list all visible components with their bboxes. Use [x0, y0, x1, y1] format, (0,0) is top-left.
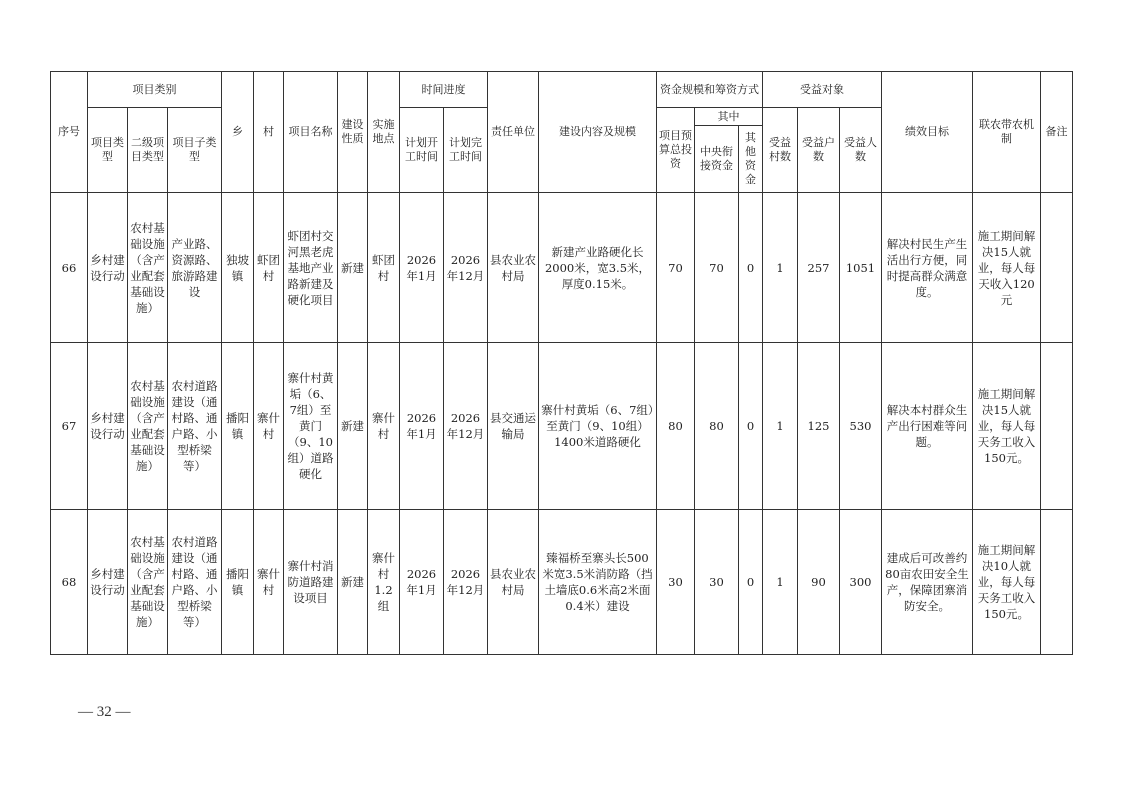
cell-sub-type: 产业路、资源路、旅游路建设	[168, 193, 222, 343]
cell-village: 虾团村	[254, 193, 284, 343]
cell-project-type: 乡村建设行动	[88, 193, 128, 343]
table-row	[51, 193, 1073, 343]
cell-performance: 建成后可改善约80亩农田安全生产，保障团寨消防安全。	[882, 510, 973, 655]
cell-nature: 新建	[338, 510, 368, 655]
cell-secondary-type: 农村基础设施（含产业配套基础设施）	[128, 193, 168, 343]
page-number: — 32 —	[78, 704, 131, 720]
cell-sub-type: 农村道路建设（通村路、通户路、小型桥梁等）	[168, 343, 222, 510]
header-town: 乡	[222, 72, 254, 193]
cell-content: 新建产业路硬化长2000米，宽3.5米，厚度0.15米。	[539, 193, 657, 343]
cell-people: 1051	[840, 193, 882, 343]
cell-plan-end: 2026年12月	[444, 193, 488, 343]
cell-responsible: 县农业农村局	[488, 510, 539, 655]
header-project-type: 项目类型	[88, 108, 128, 193]
header-project-name: 项目名称	[284, 72, 338, 193]
cell-seq: 68	[51, 510, 88, 655]
cell-project-name: 寨什村黄垢（6、7组）至黄门（9、10组）道路硬化	[284, 343, 338, 510]
cell-remarks	[1041, 193, 1073, 343]
cell-total-investment: 70	[657, 193, 695, 343]
header-other-fund: 其他资金	[739, 126, 763, 193]
header-villages: 受益村数	[763, 108, 798, 193]
table-row	[51, 343, 1073, 510]
cell-linkage: 施工期间解决15人就业，每人每天收入120元	[973, 193, 1041, 343]
cell-plan-start: 2026年1月	[400, 510, 444, 655]
cell-remarks	[1041, 510, 1073, 655]
header-location: 实施地点	[368, 72, 400, 193]
cell-people: 300	[840, 510, 882, 655]
header-plan-start: 计划开工时间	[400, 108, 444, 193]
cell-villages: 1	[763, 510, 798, 655]
cell-people: 530	[840, 343, 882, 510]
table-header	[51, 72, 1073, 193]
cell-plan-start: 2026年1月	[400, 343, 444, 510]
cell-responsible: 县交通运输局	[488, 343, 539, 510]
header-performance: 绩效目标	[882, 72, 973, 193]
cell-content: 寨什村黄垢（6、7组）至黄门（9、10组）1400米道路硬化	[539, 343, 657, 510]
cell-linkage: 施工期间解决10人就业，每人每天务工收入150元。	[973, 510, 1041, 655]
cell-remarks	[1041, 343, 1073, 510]
header-fund-group: 资金规模和筹资方式	[657, 72, 763, 108]
cell-secondary-type: 农村基础设施（含产业配套基础设施）	[128, 510, 168, 655]
cell-households: 257	[798, 193, 840, 343]
cell-location: 虾团村	[368, 193, 400, 343]
project-table	[50, 71, 1073, 655]
header-category-group: 项目类别	[88, 72, 222, 108]
cell-total-investment: 30	[657, 510, 695, 655]
header-people: 受益人数	[840, 108, 882, 193]
header-beneficiary-group: 受益对象	[763, 72, 882, 108]
cell-town: 播阳镇	[222, 510, 254, 655]
cell-linkage: 施工期间解决15人就业，每人每天务工收入150元。	[973, 343, 1041, 510]
cell-central-fund: 30	[695, 510, 739, 655]
cell-total-investment: 80	[657, 343, 695, 510]
cell-plan-start: 2026年1月	[400, 193, 444, 343]
header-secondary-type: 二级项目类型	[128, 108, 168, 193]
cell-other-fund: 0	[739, 343, 763, 510]
cell-villages: 1	[763, 193, 798, 343]
cell-project-type: 乡村建设行动	[88, 343, 128, 510]
header-remarks: 备注	[1041, 72, 1073, 193]
table-row	[51, 510, 1073, 655]
header-content: 建设内容及规模	[539, 72, 657, 193]
cell-nature: 新建	[338, 193, 368, 343]
cell-content: 臻福桥至寨头长500米宽3.5米消防路（挡土墙底0.6米高2米面0.4米）建设	[539, 510, 657, 655]
header-plan-end: 计划完工时间	[444, 108, 488, 193]
cell-plan-end: 2026年12月	[444, 343, 488, 510]
header-nature: 建设性质	[338, 72, 368, 193]
header-seq: 序号	[51, 72, 88, 193]
cell-town: 播阳镇	[222, 343, 254, 510]
cell-sub-type: 农村道路建设（通村路、通户路、小型桥梁等）	[168, 510, 222, 655]
cell-households: 90	[798, 510, 840, 655]
header-schedule-group: 时间进度	[400, 72, 488, 108]
header-sub-type: 项目子类型	[168, 108, 222, 193]
cell-central-fund: 70	[695, 193, 739, 343]
cell-households: 125	[798, 343, 840, 510]
cell-other-fund: 0	[739, 510, 763, 655]
cell-responsible: 县农业农村局	[488, 193, 539, 343]
cell-village: 寨什村	[254, 343, 284, 510]
cell-project-type: 乡村建设行动	[88, 510, 128, 655]
header-households: 受益户数	[798, 108, 840, 193]
cell-secondary-type: 农村基础设施（含产业配套基础设施）	[128, 343, 168, 510]
cell-project-name: 虾团村交河黑老虎基地产业路新建及硬化项目	[284, 193, 338, 343]
header-responsible: 责任单位	[488, 72, 539, 193]
cell-performance: 解决村民生产生活出行方便，同时提高群众满意度。	[882, 193, 973, 343]
cell-performance: 解决本村群众生产出行困难等问题。	[882, 343, 973, 510]
header-total-investment: 项目预算总投资	[657, 108, 695, 193]
header-of-which: 其中	[695, 108, 763, 126]
cell-other-fund: 0	[739, 193, 763, 343]
cell-seq: 66	[51, 193, 88, 343]
cell-town: 独坡镇	[222, 193, 254, 343]
header-central-fund: 中央衔接资金	[695, 126, 739, 193]
cell-central-fund: 80	[695, 343, 739, 510]
cell-village: 寨什村	[254, 510, 284, 655]
header-village: 村	[254, 72, 284, 193]
cell-nature: 新建	[338, 343, 368, 510]
cell-plan-end: 2026年12月	[444, 510, 488, 655]
table-body	[51, 193, 1073, 655]
cell-seq: 67	[51, 343, 88, 510]
cell-location: 寨什村1.2组	[368, 510, 400, 655]
cell-location: 寨什村	[368, 343, 400, 510]
header-linkage: 联农带农机制	[973, 72, 1041, 193]
cell-villages: 1	[763, 343, 798, 510]
cell-project-name: 寨什村消防道路建设项目	[284, 510, 338, 655]
